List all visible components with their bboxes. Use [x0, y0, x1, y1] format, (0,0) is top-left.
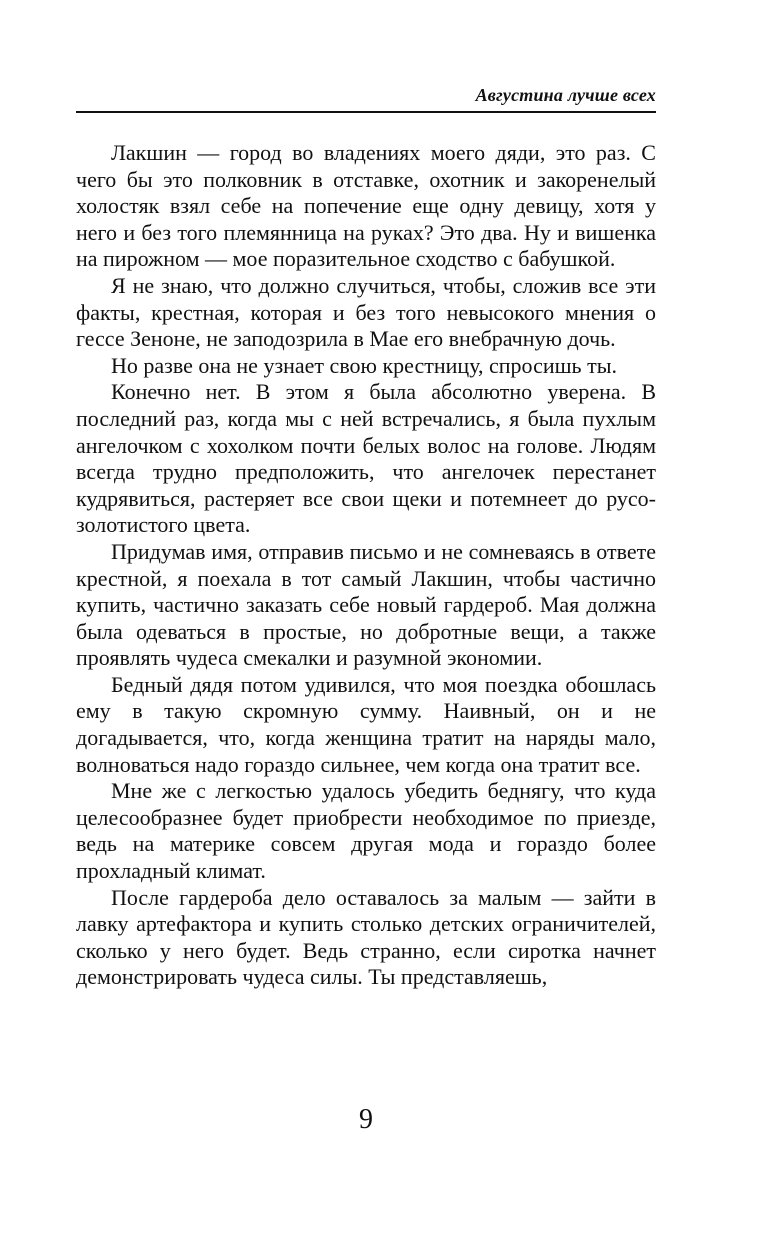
page-number: 9 [359, 1104, 373, 1135]
paragraph: Мне же с легкостью удалось убедить беднягу, что куда целесообразнее будет приобрести необходимое по приезде, ведь на материке совсем другая мода и гораздо более прохладный климат. [76, 778, 656, 884]
running-head: Августина лучше всех [475, 85, 656, 105]
paragraph: После гардероба дело оставалось за малым — зайти в лавку артефактора и купить столько детских ограничителей, сколько у него будет. Ведь странно, если сиротка начнет демонстрировать чудеса силы. Ты представляешь, [76, 884, 656, 990]
paragraph: Придумав имя, отправив письмо и не сомневаясь в ответе крестной, я поехала в тот самый Лакшин, чтобы частично купить, частично заказать себе новый гардероб. Мая должна была одеваться в простые, но добротные вещи, а также проявлять чудеса смекалки и разумной экономии. [76, 538, 656, 671]
header-rule [76, 111, 656, 113]
paragraph: Лакшин — город во владениях моего дяди, это раз. С чего бы это полковник в отставке, охотник и закоренелый холостяк взял себе на попечение еще одну девицу, хотя у него и без того племянница на руках? Это два. Ну и вишенка на пирожном — мое поразительное сходство с бабушкой. [76, 140, 656, 272]
paragraph: Бедный дядя потом удивился, что моя поездка обошлась ему в такую скромную сумму. Наивный, он и не догадывается, что, когда женщина тратит на наряды мало, волноваться надо гораздо сильнее, чем когда она тратит все. [76, 671, 656, 777]
paragraph: Я не знаю, что должно случиться, чтобы, сложив все эти факты, крестная, которая и без того невысокого мнения о гессе Зеноне, не заподозрила в Мае его внебрачную дочь. [76, 272, 656, 352]
paragraph: Но разве она не узнает свою крестницу, спросишь ты. [111, 352, 617, 378]
paragraph: Конечно нет. В этом я была абсолютно уверена. В последний раз, когда мы с ней встречались, я была пухлым ангелочком с хохолком почти белых волос на голове. Людям всегда трудно предположить, что ангелочек перестанет кудрявиться, растеряет все свои щеки и потемнеет до русо-золотистого цвета. [76, 379, 656, 538]
body-text [76, 140, 656, 991]
